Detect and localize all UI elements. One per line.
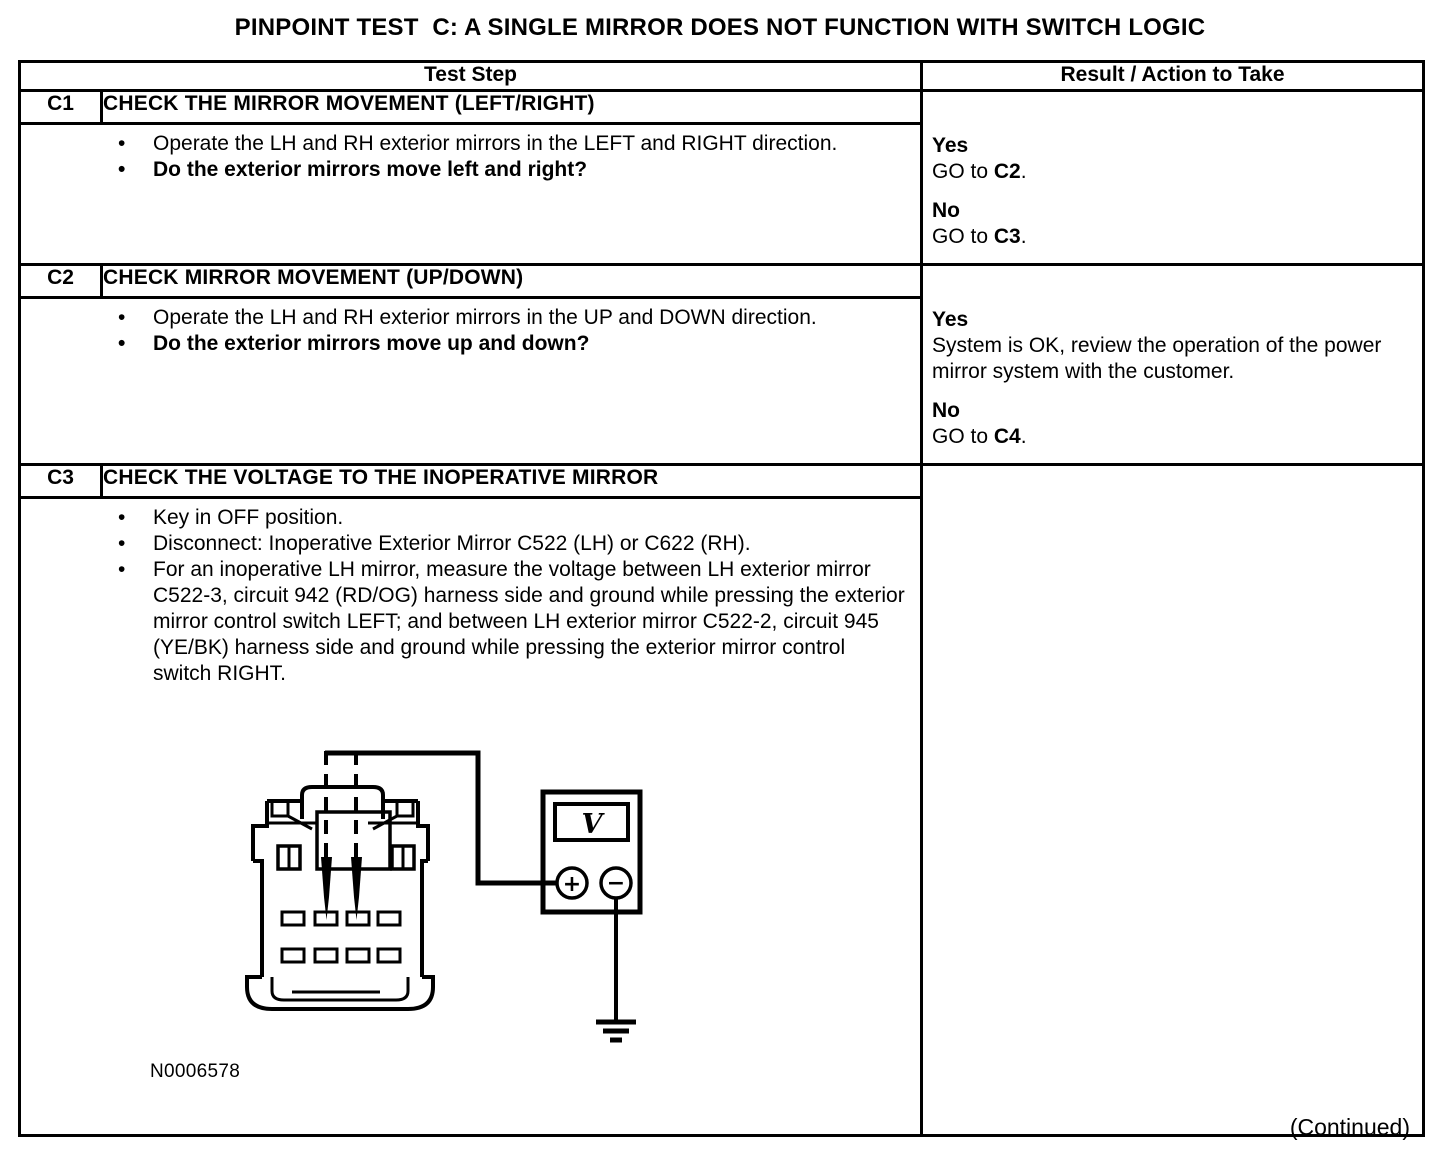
action-target: C3 [993, 225, 1021, 248]
result-yes [932, 133, 1412, 185]
meter-display-label: V [581, 809, 603, 840]
step-title: CHECK MIRROR MOVEMENT (UP/DOWN) [102, 265, 922, 298]
action-pre: GO to [932, 160, 994, 183]
result-cell-empty [922, 465, 1424, 1136]
action-post: . [1020, 160, 1027, 183]
plus-terminal-label: + [562, 872, 582, 897]
result-cell [922, 265, 1424, 465]
verdict-label: Yes [932, 308, 969, 331]
bullet-item-question: • Do the exterior mirrors move up and down? [21, 331, 906, 357]
action-pre: GO to [932, 425, 994, 448]
page-title: PINPOINT TEST C: A SINGLE MIRROR DOES NOT FUNCTION WITH SWITCH LOGIC [234, 14, 1206, 41]
bullet-item: • Key in OFF position. [21, 505, 906, 531]
step-body-cell [20, 124, 922, 265]
bullet-item-question: • Do the exterior mirrors move left and right? [21, 157, 906, 183]
ground-icon [596, 898, 636, 1040]
action-pre: System is OK, review the operation of the power mirror system with the customer. [932, 334, 1382, 383]
step-body-cell [20, 498, 922, 1136]
step-body-cell [20, 298, 922, 465]
bullet-list [21, 505, 906, 687]
step-code: C1 [20, 91, 102, 124]
action-text [932, 424, 1412, 450]
probe-needles-icon [321, 857, 362, 920]
bullet-list [21, 305, 906, 357]
result-no [932, 398, 1412, 450]
bullet-item: • Operate the LH and RH exterior mirrors in the UP and DOWN direction. [21, 305, 906, 331]
bullet-item: • For an inoperative LH mirror, measure the voltage between LH exterior mirror C522-3, circuit 942 (RD/OG) harness side and ground while pressing the exterior mirror control switch LEFT; and between LH exterior mirror C522-2, circuit 945 (YE/BK) harness side and ground while pressing the exterior mirror control switch RIGHT. [21, 557, 906, 687]
connector-icon [247, 787, 433, 1009]
result-cell [922, 91, 1424, 265]
minus-terminal-label: − [606, 871, 626, 896]
verdict-label: Yes [932, 134, 969, 157]
action-pre: GO to [932, 225, 994, 248]
step-code: C3 [20, 465, 102, 498]
column-header-test-step: Test Step [20, 62, 922, 91]
action-target: C2 [993, 160, 1021, 183]
column-header-result: Result / Action to Take [922, 62, 1424, 91]
action-text [932, 333, 1412, 385]
action-post: . [1020, 425, 1027, 448]
voltage-measurement-diagram [240, 739, 660, 1049]
continued-note: (Continued) [1289, 1114, 1410, 1140]
result-no [932, 198, 1412, 250]
verdict-label: No [932, 399, 960, 422]
action-post: . [1020, 225, 1027, 248]
step-title: CHECK THE MIRROR MOVEMENT (LEFT/RIGHT) [102, 91, 922, 124]
figure-reference-number: N0006578 [150, 1061, 241, 1082]
probe-leads-icon [326, 751, 356, 857]
verdict-label: No [932, 199, 960, 222]
voltmeter-icon [543, 792, 640, 912]
bullet-item: • Operate the LH and RH exterior mirrors in the LEFT and RIGHT direction. [21, 131, 906, 157]
action-text [932, 159, 1412, 185]
bullet-list [21, 131, 906, 183]
step-title: CHECK THE VOLTAGE TO THE INOPERATIVE MIRROR [102, 465, 922, 498]
bullet-item: • Disconnect: Inoperative Exterior Mirror C522 (LH) or C622 (RH). [21, 531, 906, 557]
action-target: C4 [993, 425, 1021, 448]
result-yes [932, 307, 1412, 385]
action-text [932, 224, 1412, 250]
pinpoint-test-table [18, 60, 1425, 1137]
step-code: C2 [20, 265, 102, 298]
